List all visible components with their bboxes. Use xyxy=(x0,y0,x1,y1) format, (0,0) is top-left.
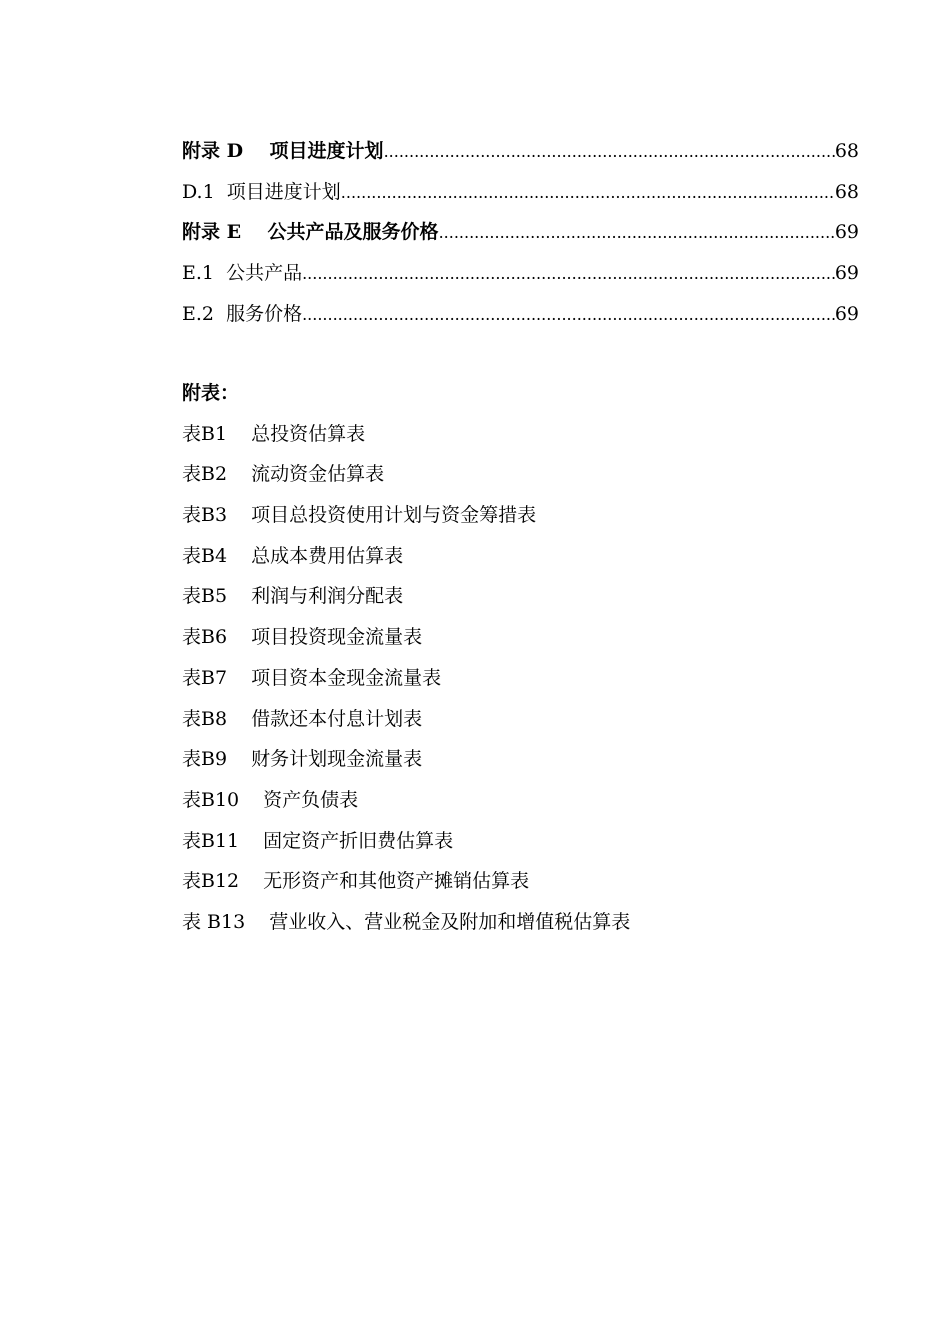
toc-entry[interactable] xyxy=(182,299,859,340)
table-code: 表B1 xyxy=(182,422,228,445)
list-item xyxy=(182,866,882,907)
toc-entry[interactable] xyxy=(182,177,859,218)
table-code: 表B4 xyxy=(182,544,228,567)
list-item xyxy=(182,744,882,785)
toc-entry-page: 69 xyxy=(834,221,859,244)
table-name: 总投资估算表 xyxy=(251,422,366,445)
list-item xyxy=(182,907,882,948)
table-code: 表B9 xyxy=(182,748,228,771)
toc-dot-leader xyxy=(302,300,835,330)
table-name: 项目投资现金流量表 xyxy=(251,626,423,649)
list-item xyxy=(182,419,882,460)
table-code: 表B10 xyxy=(182,788,240,811)
list-item xyxy=(182,826,882,867)
toc-dot-leader xyxy=(439,218,835,248)
list-item xyxy=(182,500,882,541)
table-code: 表B7 xyxy=(182,666,228,689)
table-name: 项目资本金现金流量表 xyxy=(251,666,442,689)
toc-entry-page: 69 xyxy=(834,262,859,285)
table-code: 表B3 xyxy=(182,504,228,527)
table-name: 无形资产和其他资产摊销估算表 xyxy=(263,870,530,893)
table-code: 表 B13 xyxy=(182,910,246,933)
toc-entry-page: 69 xyxy=(834,302,859,325)
toc-entry-page: 68 xyxy=(834,180,859,203)
table-name: 借款还本付息计划表 xyxy=(251,707,423,730)
toc-entry[interactable] xyxy=(182,217,859,258)
table-code: 表B12 xyxy=(182,870,240,893)
toc-entry-page: 68 xyxy=(834,140,859,162)
list-item xyxy=(182,704,882,745)
table-of-contents xyxy=(182,136,859,339)
toc-entry[interactable] xyxy=(182,258,859,299)
toc-dot-leader xyxy=(341,178,835,208)
table-name: 总成本费用估算表 xyxy=(251,544,404,567)
toc-dot-leader xyxy=(384,137,835,167)
table-code: 表B2 xyxy=(182,463,228,486)
table-name: 财务计划现金流量表 xyxy=(251,748,423,771)
table-code: 表B5 xyxy=(182,585,228,608)
list-item xyxy=(182,541,882,582)
toc-entry-title: 附录 E 公共产品及服务价格 xyxy=(182,221,439,244)
toc-dot-leader xyxy=(302,259,835,289)
table-name: 营业收入、营业税金及附加和增值税估算表 xyxy=(269,910,631,933)
table-code: 表B8 xyxy=(182,707,228,730)
toc-entry-title: D.1 项目进度计划 xyxy=(182,180,341,203)
toc-entry-title: 附录 D 项目进度计划 xyxy=(182,140,384,162)
toc-entry[interactable] xyxy=(182,136,859,177)
table-code: 表B6 xyxy=(182,626,228,649)
appendix-tables-list xyxy=(182,378,882,948)
table-code: 表B11 xyxy=(182,829,240,852)
list-item xyxy=(182,785,882,826)
table-name: 固定资产折旧费估算表 xyxy=(263,829,454,852)
list-item xyxy=(182,581,882,622)
list-item xyxy=(182,622,882,663)
list-item xyxy=(182,663,882,704)
toc-entry-title: E.2 服务价格 xyxy=(182,302,303,325)
table-name: 流动资金估算表 xyxy=(251,463,385,486)
toc-entry-title: E.1 公共产品 xyxy=(182,262,303,285)
table-name: 项目总投资使用计划与资金筹措表 xyxy=(251,504,537,527)
table-name: 利润与利润分配表 xyxy=(251,585,404,608)
list-item xyxy=(182,459,882,500)
appendix-heading: 附表： xyxy=(182,382,240,404)
table-name: 资产负债表 xyxy=(263,788,359,811)
